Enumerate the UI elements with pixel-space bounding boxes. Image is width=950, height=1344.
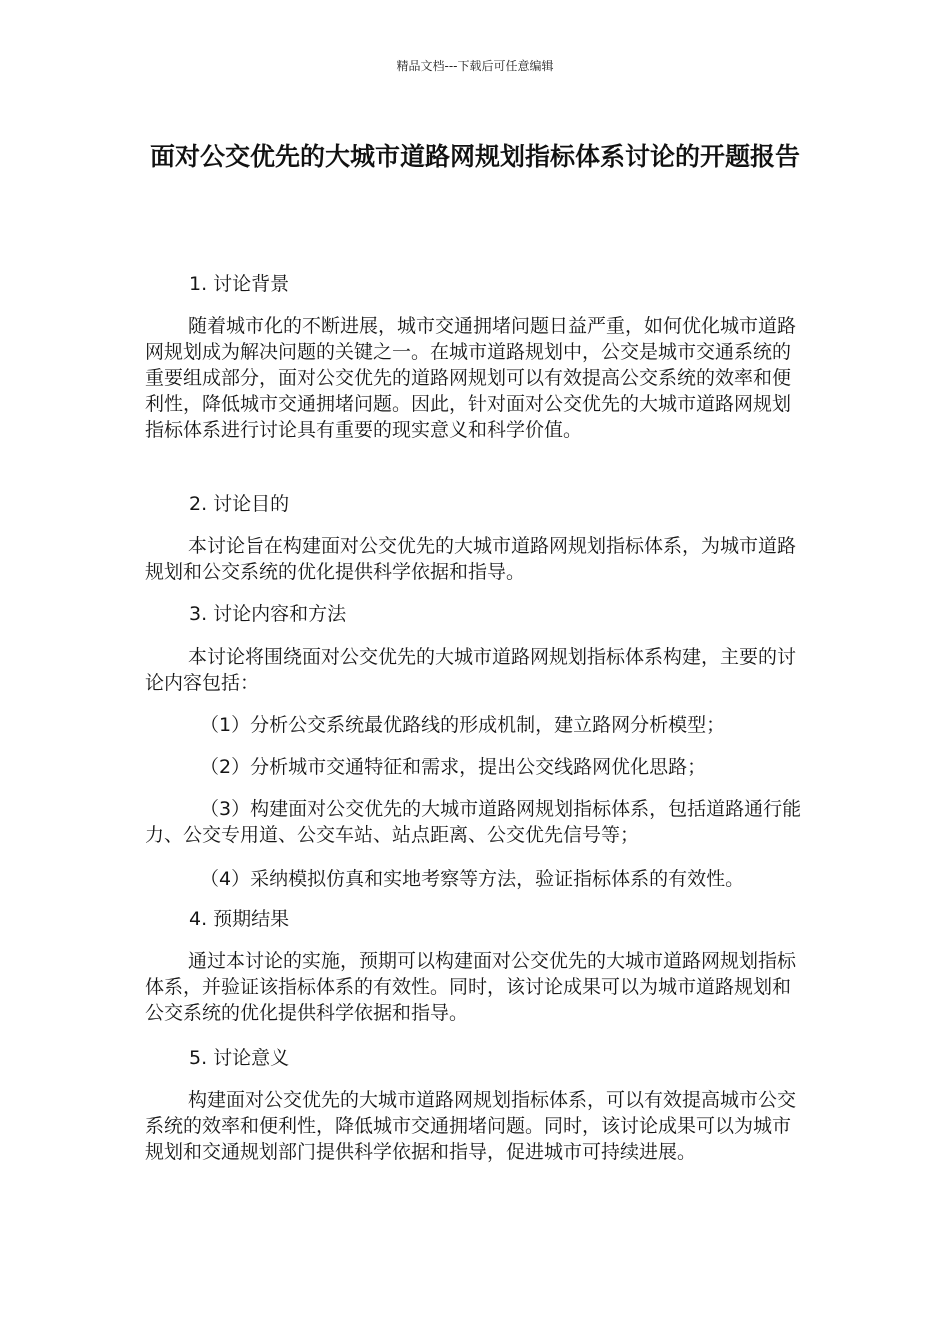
section-heading-significance: 5. 讨论意义 <box>189 1047 290 1069</box>
header-note: 精品文档---下载后可任意编辑 <box>396 59 554 73</box>
section-heading-content-methods: 3. 讨论内容和方法 <box>189 603 347 625</box>
list-item: （3）构建面对公交优先的大城市道路网规划指标体系，包括道路通行能力、公交专用道、公交车站、站点距离、公交优先信号等； <box>145 798 802 846</box>
paragraph-content-methods: 本讨论将围绕面对公交优先的大城市道路网规划指标体系构建，主要的讨论内容包括： <box>145 646 797 694</box>
paragraph-significance: 构建面对公交优先的大城市道路网规划指标体系，可以有效提高城市公交系统的效率和便利性，降低城市交通拥堵问题。同时，该讨论成果可以为城市规划和交通规划部门提供科学依据和指导，促进城市可持续进展。 <box>145 1089 797 1163</box>
section-heading-purpose: 2. 讨论目的 <box>189 493 290 515</box>
section-heading-expected-results: 4. 预期结果 <box>189 908 290 930</box>
paragraph-expected-results: 通过本讨论的实施，预期可以构建面对公交优先的大城市道路网规划指标体系，并验证该指标体系的有效性。同时，该讨论成果可以为城市道路规划和公交系统的优化提供科学依据和指导。 <box>145 950 797 1024</box>
list-item: （4）采纳模拟仿真和实地考察等方法，验证指标体系的有效性。 <box>200 868 745 890</box>
paragraph-purpose: 本讨论旨在构建面对公交优先的大城市道路网规划指标体系，为城市道路规划和公交系统的优化提供科学依据和指导。 <box>145 535 797 583</box>
paragraph-background: 随着城市化的不断进展，城市交通拥堵问题日益严重，如何优化城市道路网规划成为解决问题的关键之一。在城市道路规划中，公交是城市交通系统的重要组成部分，面对公交优先的道路网规划可以有效提高公交系统的效率和便利性，降低城市交通拥堵问题。因此，针对面对公交优先的大城市道路网规划指标体系进行讨论具有重要的现实意义和科学价值。 <box>145 315 797 441</box>
section-heading-background: 1. 讨论背景 <box>189 273 290 295</box>
document-title: 面对公交优先的大城市道路网规划指标体系讨论的开题报告 <box>149 142 800 171</box>
list-item: （2）分析城市交通特征和需求，提出公交线路网优化思路； <box>200 756 707 778</box>
list-item: （1）分析公交系统最优路线的形成机制，建立路网分析模型； <box>200 714 726 736</box>
